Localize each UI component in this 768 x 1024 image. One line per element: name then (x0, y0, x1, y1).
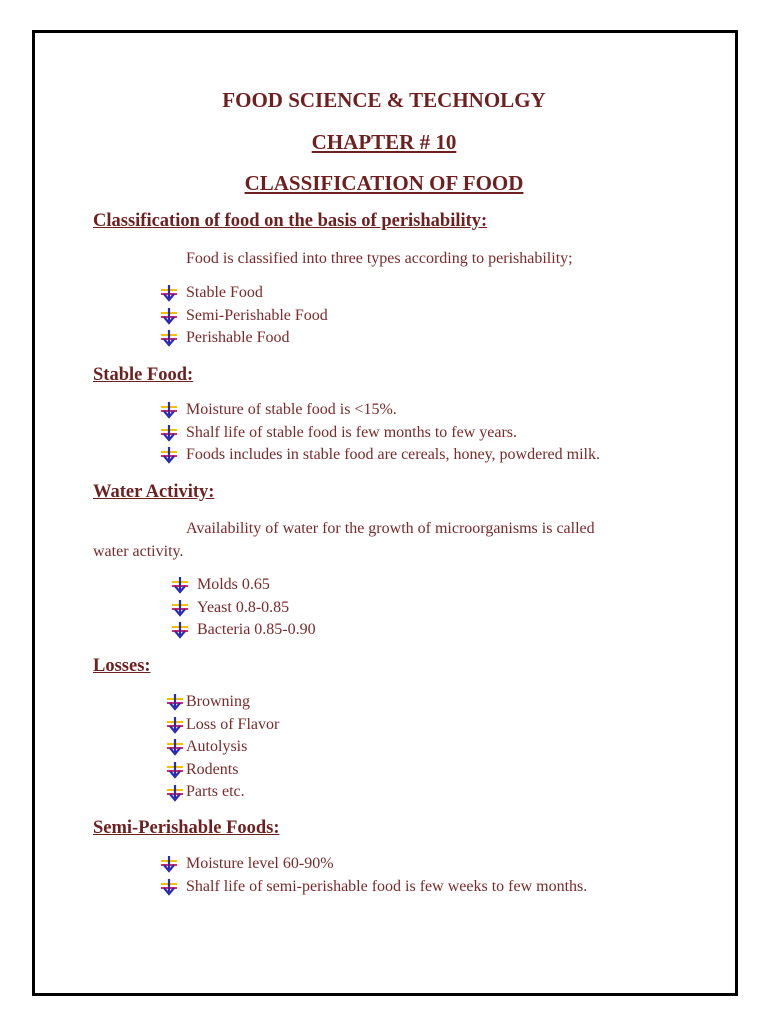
list-item: Shalf life of stable food is few months to few years. (160, 422, 600, 445)
arrow-down-bullet-icon (160, 401, 178, 419)
section-heading-losses: Losses: (93, 656, 151, 676)
stable-food-list (160, 399, 600, 467)
arrow-down-bullet-icon (171, 621, 189, 639)
list-item: Molds 0.65 (171, 574, 316, 597)
list-item: Moisture level 60-90% (160, 853, 587, 876)
water-activity-para-line2: water activity. (93, 543, 184, 560)
list-item: Moisture of stable food is <15%. (160, 399, 600, 422)
water-activity-list (171, 574, 316, 642)
list-item: Yeast 0.8-0.85 (171, 597, 316, 620)
list-item: Loss of Flavor (166, 714, 279, 737)
arrow-down-bullet-icon (166, 761, 184, 779)
arrow-down-bullet-icon (171, 576, 189, 594)
list-item: Parts etc. (166, 781, 279, 804)
chapter-title: CLASSIFICATION OF FOOD (244, 171, 524, 195)
arrow-down-bullet-icon (160, 307, 178, 325)
arrow-down-bullet-icon (166, 738, 184, 756)
water-activity-para-line1: Availability of water for the growth of microorganisms is called (186, 520, 595, 537)
section-heading-semi-perishable: Semi-Perishable Foods: (93, 818, 280, 838)
list-item: Perishable Food (160, 327, 328, 350)
section-heading-water-activity: Water Activity: (93, 482, 215, 502)
list-item: Rodents (166, 759, 279, 782)
arrow-down-bullet-icon (160, 855, 178, 873)
semi-perishable-list (160, 853, 587, 898)
arrow-down-bullet-icon (166, 716, 184, 734)
list-item: Semi-Perishable Food (160, 305, 328, 328)
section-heading-perishability: Classification of food on the basis of perishability: (93, 211, 488, 231)
arrow-down-bullet-icon (160, 424, 178, 442)
arrow-down-bullet-icon (160, 446, 178, 464)
list-item: Foods includes in stable food are cereals, honey, powdered milk. (160, 444, 600, 467)
arrow-down-bullet-icon (160, 284, 178, 302)
arrow-down-bullet-icon (160, 878, 178, 896)
chapter-number: CHAPTER # 10 (311, 130, 457, 154)
list-item: Bacteria 0.85-0.90 (171, 619, 316, 642)
arrow-down-bullet-icon (171, 599, 189, 617)
arrow-down-bullet-icon (166, 784, 184, 802)
list-item: Browning (166, 691, 279, 714)
list-item: Autolysis (166, 736, 279, 759)
losses-list (166, 691, 279, 804)
perishability-list (160, 282, 328, 350)
document-title: FOOD SCIENCE & TECHNOLGY (222, 88, 546, 112)
arrow-down-bullet-icon (160, 329, 178, 347)
arrow-down-bullet-icon (166, 693, 184, 711)
section-heading-stable-food: Stable Food: (93, 365, 194, 385)
perishability-intro: Food is classified into three types according to perishability; (186, 250, 573, 267)
list-item: Stable Food (160, 282, 328, 305)
list-item: Shalf life of semi-perishable food is few weeks to few months. (160, 876, 587, 899)
